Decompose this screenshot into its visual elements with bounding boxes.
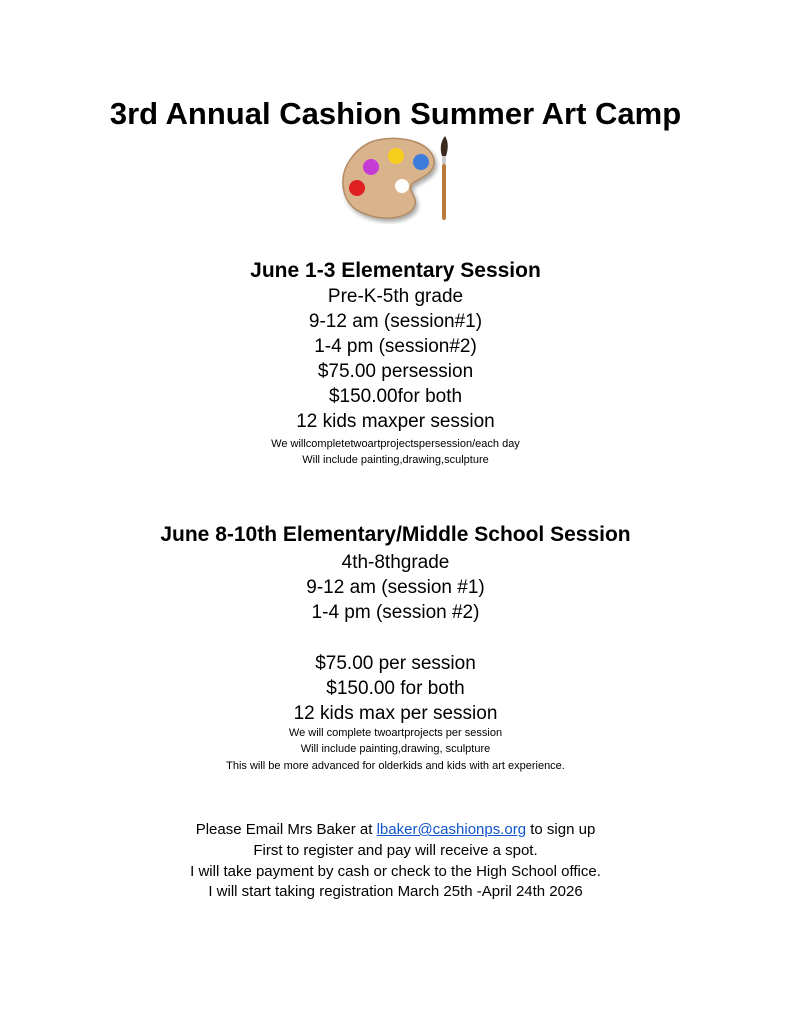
paintbrush-icon <box>441 136 448 220</box>
session1-capacity: 12 kids maxper session <box>296 411 495 432</box>
session2-time2: 1-4 pm (session #2) <box>311 602 480 623</box>
signup-suffix: to sign up <box>526 821 596 838</box>
session1-note1: We willcompletetwoartprojectspersession/each day <box>271 438 520 450</box>
palette-board <box>343 138 434 218</box>
session1-time2: 1-4 pm (session#2) <box>314 336 477 357</box>
signup-email-line <box>0 820 791 840</box>
email-link[interactable]: lbaker@cashionps.org <box>376 821 527 838</box>
session1-heading: June 1-3 Elementary Session <box>250 259 541 282</box>
session2-note2: Will include painting,drawing, sculpture <box>300 743 491 755</box>
paint-palette-icon <box>338 134 454 224</box>
signup-line4: I will start taking registration March 25th -April 24th 2026 <box>208 883 583 900</box>
session2-grade: 4th-8thgrade <box>341 552 450 573</box>
session2-price-each: $75.00 per session <box>315 653 476 674</box>
signup-line2: First to register and pay will receive a spot. <box>253 842 538 859</box>
session1-price-each: $75.00 persession <box>317 361 474 382</box>
signup-line3: I will take payment by cash or check to the High School office. <box>190 863 601 880</box>
purple-paint-icon <box>363 159 379 175</box>
session1-note2: Will include painting,drawing,sculpture <box>302 454 489 466</box>
page-title: 3rd Annual Cashion Summer Art Camp <box>109 96 682 131</box>
session2-note3: This will be more advanced for olderkids and kids with art experience. <box>226 760 565 772</box>
session2-heading: June 8-10th Elementary/Middle School Session <box>160 523 631 546</box>
blue-paint-icon <box>413 154 429 170</box>
session2-price-both: $150.00 for both <box>326 678 465 699</box>
session2-capacity: 12 kids max per session <box>293 703 498 724</box>
session2-note1: We will complete twoartprojects per session <box>288 727 503 739</box>
session1-price-both: $150.00for both <box>328 386 463 407</box>
signup-prefix: Please Email Mrs Baker at <box>195 821 377 838</box>
yellow-paint-icon <box>388 148 404 164</box>
palette-thumb-hole <box>395 179 409 193</box>
red-paint-icon <box>349 180 365 196</box>
session1-time1: 9-12 am (session#1) <box>308 311 483 332</box>
session2-time1: 9-12 am (session #1) <box>306 577 485 598</box>
session1-grade: Pre-K-5th grade <box>327 286 464 307</box>
